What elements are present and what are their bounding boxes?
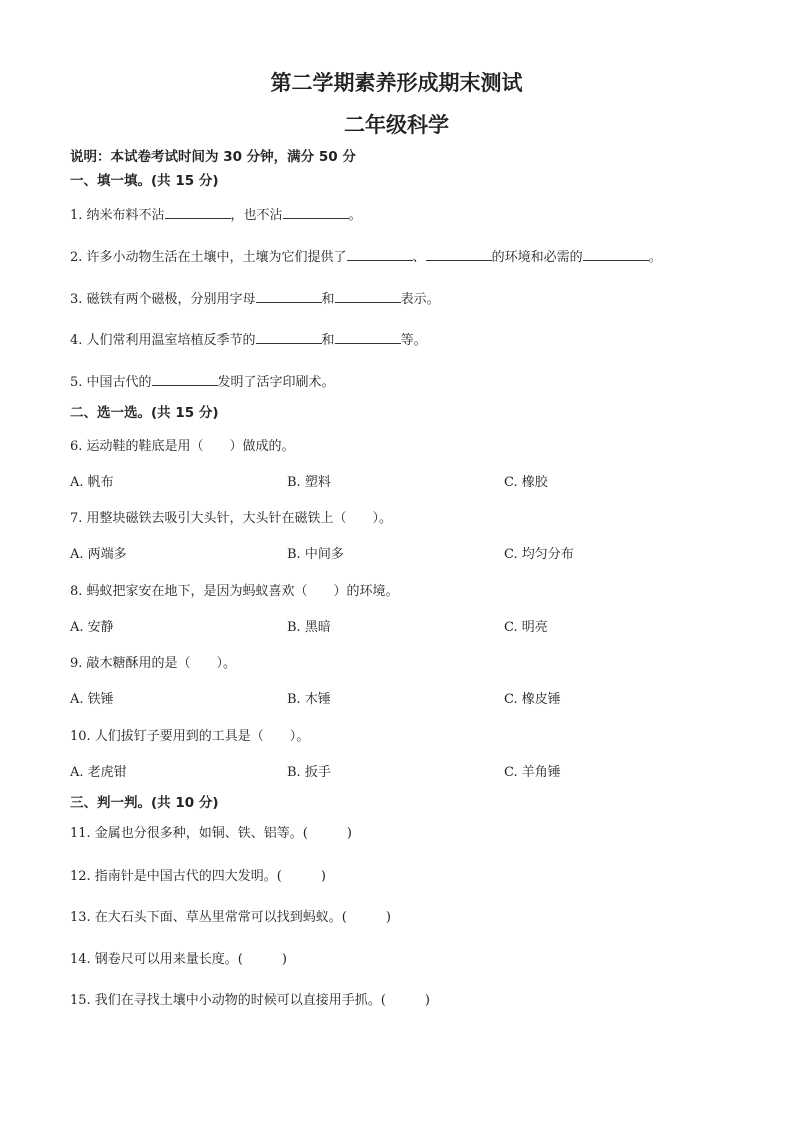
- section-heading: 一、填一填。(共 15 分): [70, 173, 219, 189]
- fill-question: [70, 330, 427, 350]
- judge-question: 13. 在大石头下面、草丛里常常可以找到蚂蚁。( ): [70, 910, 391, 925]
- question-text: 5. 中国古代的: [70, 375, 152, 390]
- option-a[interactable]: A. 帆布: [70, 475, 114, 490]
- question-text: 发明了活字印刷术。: [217, 375, 335, 390]
- question-text: 和: [321, 292, 335, 307]
- question-text: 。: [648, 250, 662, 265]
- answer-blank[interactable]: [426, 247, 492, 261]
- option-c[interactable]: C. 均匀分布: [504, 547, 574, 562]
- option-c[interactable]: C. 橡皮锤: [504, 692, 561, 707]
- option-b[interactable]: B. 塑料: [287, 475, 331, 490]
- answer-blank[interactable]: [335, 330, 401, 344]
- answer-blank[interactable]: [335, 289, 401, 303]
- option-c[interactable]: C. 明亮: [504, 620, 548, 635]
- question-text: 和: [321, 333, 335, 348]
- question-text: 的环境和必需的: [491, 250, 583, 265]
- option-b[interactable]: B. 木锤: [287, 692, 331, 707]
- answer-blank[interactable]: [165, 205, 231, 219]
- choice-question: 10. 人们拔钉子要用到的工具是（ ）。: [70, 729, 310, 744]
- option-c[interactable]: C. 羊角锤: [504, 765, 561, 780]
- page-title: 第二学期素养形成期末测试: [270, 71, 523, 95]
- section-heading: 三、判一判。(共 10 分): [70, 795, 219, 811]
- option-b[interactable]: B. 扳手: [287, 765, 331, 780]
- exam-note: 说明：本试卷考试时间为 30 分钟，满分 50 分: [70, 149, 356, 165]
- answer-blank[interactable]: [283, 205, 349, 219]
- question-text: 3. 磁铁有两个磁极，分别用字母: [70, 292, 256, 307]
- answer-blank[interactable]: [256, 330, 322, 344]
- question-text: 1. 纳米布料不沾: [70, 208, 165, 223]
- judge-question: 14. 钢卷尺可以用来量长度。( ): [70, 952, 287, 967]
- question-text: 、: [412, 250, 426, 265]
- answer-blank[interactable]: [583, 247, 649, 261]
- choice-question: 6. 运动鞋的鞋底是用（ ）做成的。: [70, 439, 295, 454]
- answer-blank[interactable]: [256, 289, 322, 303]
- question-text: 4. 人们常利用温室培植反季节的: [70, 333, 256, 348]
- judge-question: 12. 指南针是中国古代的四大发明。( ): [70, 869, 326, 884]
- question-text: 2. 许多小动物生活在土壤中，土壤为它们提供了: [70, 250, 347, 265]
- question-text: 表示。: [400, 292, 440, 307]
- fill-question: [70, 247, 662, 267]
- option-a[interactable]: A. 铁锤: [70, 692, 114, 707]
- judge-question: 15. 我们在寻找土壤中小动物的时候可以直接用手抓。( ): [70, 993, 430, 1008]
- answer-blank[interactable]: [152, 372, 218, 386]
- option-a[interactable]: A. 两端多: [70, 547, 127, 562]
- question-text: ，也不沾: [230, 208, 283, 223]
- option-a[interactable]: A. 安静: [70, 620, 114, 635]
- fill-question: [70, 289, 440, 309]
- fill-question: [70, 372, 335, 392]
- section-heading: 二、选一选。(共 15 分): [70, 405, 219, 421]
- option-c[interactable]: C. 橡胶: [504, 475, 548, 490]
- choice-question: 7. 用整块磁铁去吸引大头针，大头针在磁铁上（ ）。: [70, 511, 393, 526]
- question-text: 等。: [400, 333, 427, 348]
- answer-blank[interactable]: [347, 247, 413, 261]
- option-b[interactable]: B. 黑暗: [287, 620, 331, 635]
- fill-question: [70, 205, 362, 225]
- choice-question: 9. 敲木糖酥用的是（ ）。: [70, 656, 237, 671]
- option-b[interactable]: B. 中间多: [287, 547, 344, 562]
- question-text: 。: [348, 208, 362, 223]
- page-subtitle: 二年级科学: [344, 113, 449, 137]
- option-a[interactable]: A. 老虎钳: [70, 765, 127, 780]
- judge-question: 11. 金属也分很多种，如铜、铁、铝等。( ): [70, 826, 352, 841]
- choice-question: 8. 蚂蚁把家安在地下，是因为蚂蚁喜欢（ ）的环境。: [70, 584, 399, 599]
